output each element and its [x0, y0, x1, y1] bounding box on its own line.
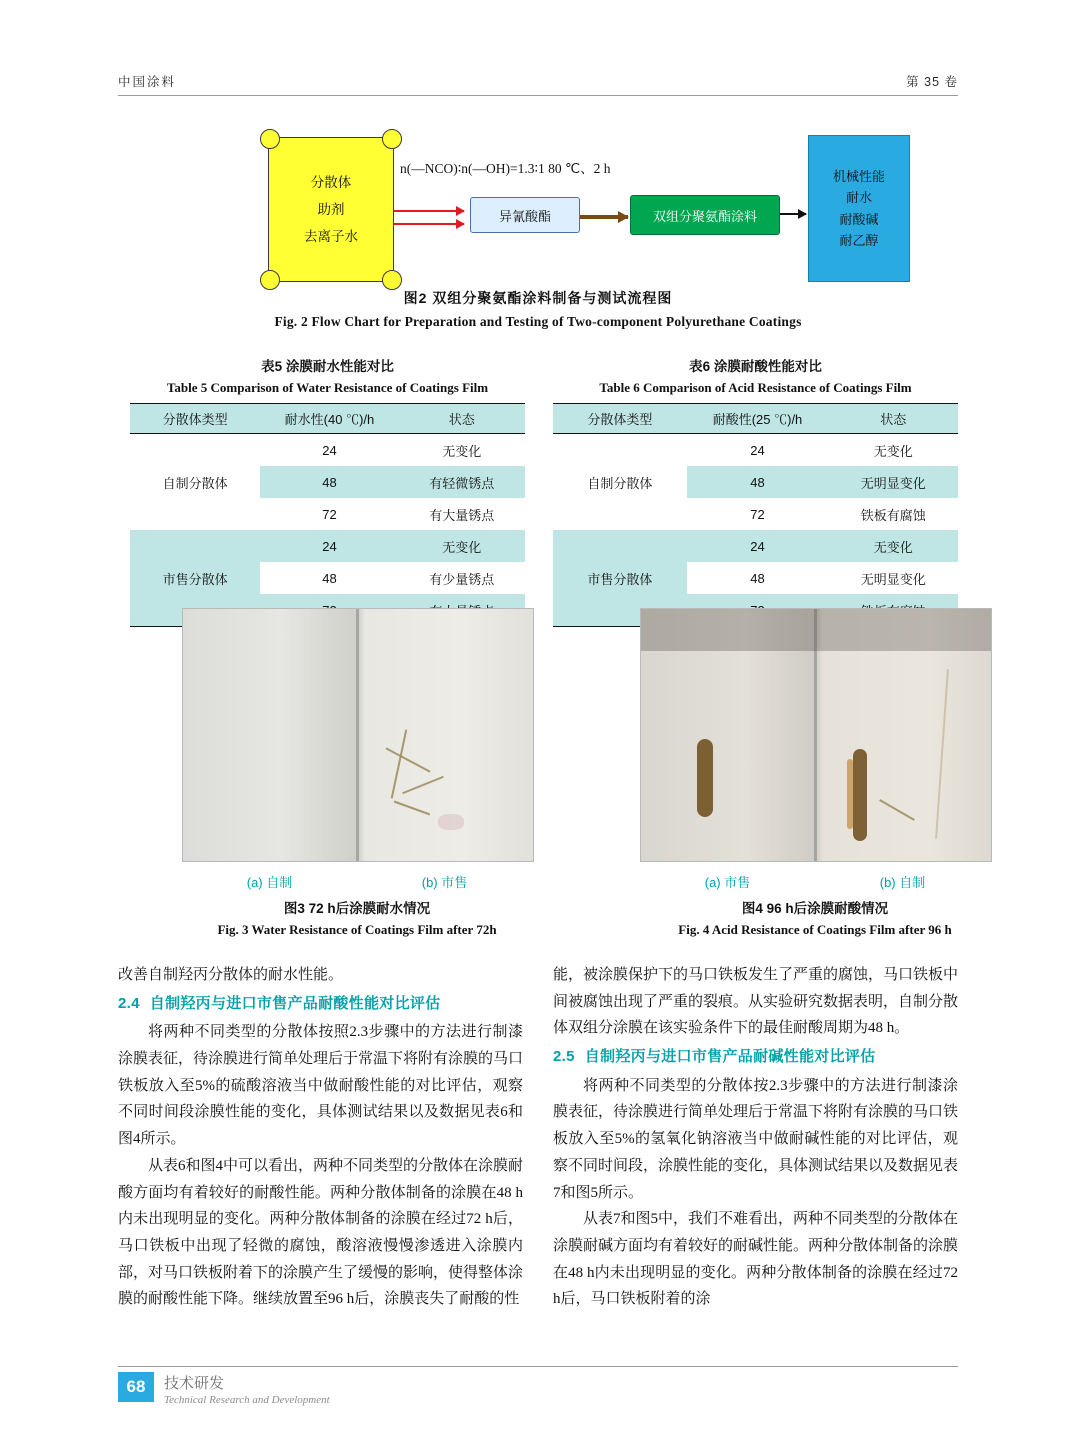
t5-r3-state: 无变化 [399, 530, 525, 562]
figure-2-caption-en: Fig. 2 Flow Chart for Preparation and Testing of Two-component Polyurethane Coatings [274, 314, 802, 329]
dispersion-line-3: 去离子水 [304, 229, 358, 244]
t5-r2-state: 有大量锈点 [429, 507, 495, 523]
table-5-grid [130, 403, 525, 627]
section-2-4-number: 2.4 [118, 994, 140, 1012]
photo4-mark-1 [879, 799, 915, 821]
property-3: 耐酸碱 [839, 211, 879, 227]
right-paragraph-2: 将两种不同类型的分散体按2.3步骤中的方法进行制漆涂膜表征，待涂膜进行简单处理后于常温下将附有涂膜的马口铁板放入至5%的氢氧化钠溶液当中做耐碱性能的对比评估，观察不同时间段，涂膜性能的变化，具体测试结果以及数据见表7和图5所示。 [553, 1077, 959, 1201]
t6-r0-time: 24 [750, 442, 765, 458]
figure-3-photo [182, 608, 534, 862]
t6-r3-time: 24 [687, 530, 829, 562]
table-6-title-cn: 表6 涂膜耐酸性能对比 [689, 359, 822, 374]
table-row [553, 530, 958, 562]
figure-2-caption-cn: 图2 双组分聚氨酯涂料制备与测试流程图 [403, 290, 673, 306]
figure-3-sub-b: (b) 市售 [421, 875, 468, 890]
header-rule [118, 95, 958, 96]
t5-r1-label: 自制分散体 [130, 466, 260, 498]
photo3-stain [438, 814, 464, 830]
t6-header-0: 分散体类型 [553, 404, 687, 434]
table-row-header [553, 404, 958, 434]
t5-r2-label [130, 498, 260, 530]
journal-name: 中国涂料 [118, 75, 177, 89]
figure-4-caption-en: Fig. 4 Acid Resistance of Coatings Film after 96 h [678, 922, 952, 937]
section-2-4-title: 自制羟丙与进口市售产品耐酸性能对比评估 [149, 994, 441, 1012]
photo4-corrosion-right-edge [847, 759, 853, 829]
table-row [553, 466, 958, 498]
photo4-corrosion-left [697, 739, 713, 817]
t6-r3-label [553, 530, 687, 562]
t5-r4-state: 有少量锈点 [429, 571, 495, 587]
figure-4-caption-cn: 图4 96 h后涂膜耐酸情况 [741, 901, 889, 916]
page-number: 68 [118, 1372, 154, 1402]
figure-4-sublabels [640, 872, 990, 891]
t5-header-2: 状态 [399, 404, 525, 434]
scroll-cap-bottom-left [260, 270, 280, 290]
t5-r0-state: 无变化 [442, 443, 482, 459]
t5-r2-time: 72 [322, 506, 337, 522]
table-row [130, 498, 525, 530]
t5-r1-time: 48 [260, 466, 398, 498]
t6-r1-state: 无明显变化 [828, 466, 958, 498]
t6-r0-state: 无变化 [873, 443, 913, 459]
t5-r1-state: 有轻微锈点 [399, 466, 525, 498]
table-row [130, 434, 525, 467]
section-heading-2-4 [118, 991, 523, 1018]
left-lead-paragraph: 改善自制羟丙分散体的耐水性能。 [118, 967, 344, 983]
t6-header-1: 耐酸性(25 ℃)/h [687, 404, 829, 434]
t5-r0-time: 24 [322, 442, 337, 458]
flow-node-isocyanate: 异氰酸酯 [470, 197, 580, 233]
running-head [118, 72, 958, 90]
left-paragraph-1: 将两种不同类型的分散体按照2.3步骤中的方法进行制漆涂膜表征，待涂膜进行简单处理后于常温下将附有涂膜的马口铁板放入至5%的硫酸溶液当中做耐酸性能的对比评估，观察不同时间段涂膜性能的变化，具体测试结果以及数据见表6和图4所示。 [118, 1024, 524, 1148]
flow-node-polyurethane: 双组分聚氨酯涂料 [630, 195, 780, 235]
footer-section-label [164, 1372, 330, 1406]
footer-section-cn: 技术研发 [164, 1375, 225, 1392]
right-paragraph-3: 从表7和图5中，我们不难看出，两种不同类型的分散体在涂膜耐碱方面均有着较好的耐碱性能。两种分散体制备的涂膜在48 h内未出现明显的变化。两种分散体制备的涂膜在经过72 h后，马口铁板附着的涂 [553, 1211, 959, 1308]
flow-equation: n(—NCO)∶n(—OH)=1.3∶1 80 ℃、2 h [400, 161, 611, 176]
photo4-topband [641, 609, 991, 651]
scroll-cap-top-left [260, 129, 280, 149]
dispersion-line-2: 助剂 [317, 202, 345, 217]
figure-3-caption-en: Fig. 3 Water Resistance of Coatings Film after 72h [217, 922, 497, 937]
t6-r4-label: 市售分散体 [553, 562, 687, 594]
right-paragraph-1: 能，被涂膜保护下的马口铁板发生了严重的腐蚀，马口铁板中间被腐蚀出现了严重的裂痕。从实验研究数据表明，自制分散体双组分涂膜在该实验条件下的最佳耐酸周期为48 h。 [553, 967, 959, 1037]
table-row [553, 434, 958, 467]
figure-4-photo [640, 608, 992, 862]
t6-r2-time: 72 [750, 506, 765, 522]
figure-3-caption [182, 897, 532, 938]
table-row [553, 498, 958, 530]
photo3-mark-2 [385, 747, 430, 772]
figure-3-sublabels [182, 872, 532, 891]
section-heading-2-5 [553, 1044, 958, 1071]
flow-node-dispersion-text [304, 169, 358, 250]
scroll-cap-bottom-right [382, 270, 402, 290]
table-row [130, 466, 525, 498]
photo3-mark-3 [402, 776, 444, 794]
section-2-5-number: 2.5 [553, 1048, 575, 1066]
figure-3-sub-a: (a) 自制 [246, 875, 293, 890]
photo4-corrosion-right [853, 749, 867, 841]
figure-3-block [182, 608, 532, 938]
table-5-title-en: Table 5 Comparison of Water Resistance of Coatings Film [166, 380, 489, 395]
t5-r0-label [130, 434, 260, 467]
figure-3-caption-cn: 图3 72 h后涂膜耐水情况 [283, 901, 431, 916]
figure-4-caption [640, 897, 990, 938]
t5-r3-label [130, 530, 260, 562]
photo3-mark-4 [394, 801, 430, 816]
flow-node-dispersion [268, 137, 394, 282]
figure-2-flowchart [118, 115, 958, 295]
t6-r4-time: 48 [750, 570, 765, 586]
table-6-grid [553, 403, 958, 627]
figure-4-sub-a: (a) 市售 [704, 875, 751, 890]
t6-r3-state: 无变化 [828, 530, 958, 562]
footer-rule [118, 1366, 958, 1367]
t6-r2-label [553, 498, 687, 530]
table-row [553, 562, 958, 594]
table-6 [553, 355, 958, 627]
t5-r4-time: 48 [322, 570, 337, 586]
table-6-title-en: Table 6 Comparison of Acid Resistance of Coatings Film [599, 380, 912, 395]
t5-header-1: 耐水性(40 ℃)/h [260, 404, 398, 434]
figure-4-sub-b: (b) 自制 [879, 875, 926, 890]
photo3-mark-1 [391, 730, 408, 799]
t6-r1-time: 48 [687, 466, 829, 498]
figure-2-caption [118, 288, 958, 330]
table-row-header [130, 404, 525, 434]
scroll-cap-top-right [382, 129, 402, 149]
figure-4-block [640, 608, 990, 938]
t5-header-0: 分散体类型 [130, 404, 260, 434]
t6-header-2: 状态 [828, 404, 958, 434]
table-row [130, 562, 525, 594]
table-5 [130, 355, 525, 627]
t5-r3-time: 24 [260, 530, 398, 562]
left-paragraph-2: 从表6和图4中可以看出，两种不同类型的分散体在涂膜耐酸方面均有着较好的耐酸性能。两种分散体制备的涂膜在48 h内未出现明显的变化。两种分散体制备的涂膜在经过72 h后，马口铁板中出现了轻微的腐蚀，酸溶液慢慢渗透进入涂膜内部，对马口铁板附着下的涂膜产生了缓慢的影响，使得整体涂膜的耐酸性能下降。继续放置至96 h后，涂膜丧失了耐酸的性 [118, 1157, 524, 1308]
table-5-title-cn: 表5 涂膜耐水性能对比 [261, 359, 394, 374]
body-column-left [118, 962, 523, 1313]
section-2-5-title: 自制羟丙与进口市售产品耐碱性能对比评估 [584, 1048, 876, 1066]
t6-r1-label: 自制分散体 [553, 466, 687, 498]
t6-r0-label [553, 434, 687, 467]
volume-label: 第 35 卷 [906, 75, 958, 89]
table-row [130, 530, 525, 562]
t6-r4-state: 无明显变化 [860, 571, 926, 587]
photo4-mark-2 [935, 669, 949, 839]
property-2: 耐水 [845, 190, 872, 206]
property-1: 机械性能 [832, 168, 885, 184]
footer-section-en: Technical Research and Development [164, 1394, 330, 1406]
property-4: 耐乙醇 [839, 232, 879, 248]
t5-r4-label: 市售分散体 [130, 562, 260, 594]
body-column-right [553, 962, 958, 1313]
flow-node-properties [808, 135, 910, 282]
dispersion-line-1: 分散体 [310, 175, 352, 190]
t6-r2-state: 铁板有腐蚀 [860, 507, 926, 523]
